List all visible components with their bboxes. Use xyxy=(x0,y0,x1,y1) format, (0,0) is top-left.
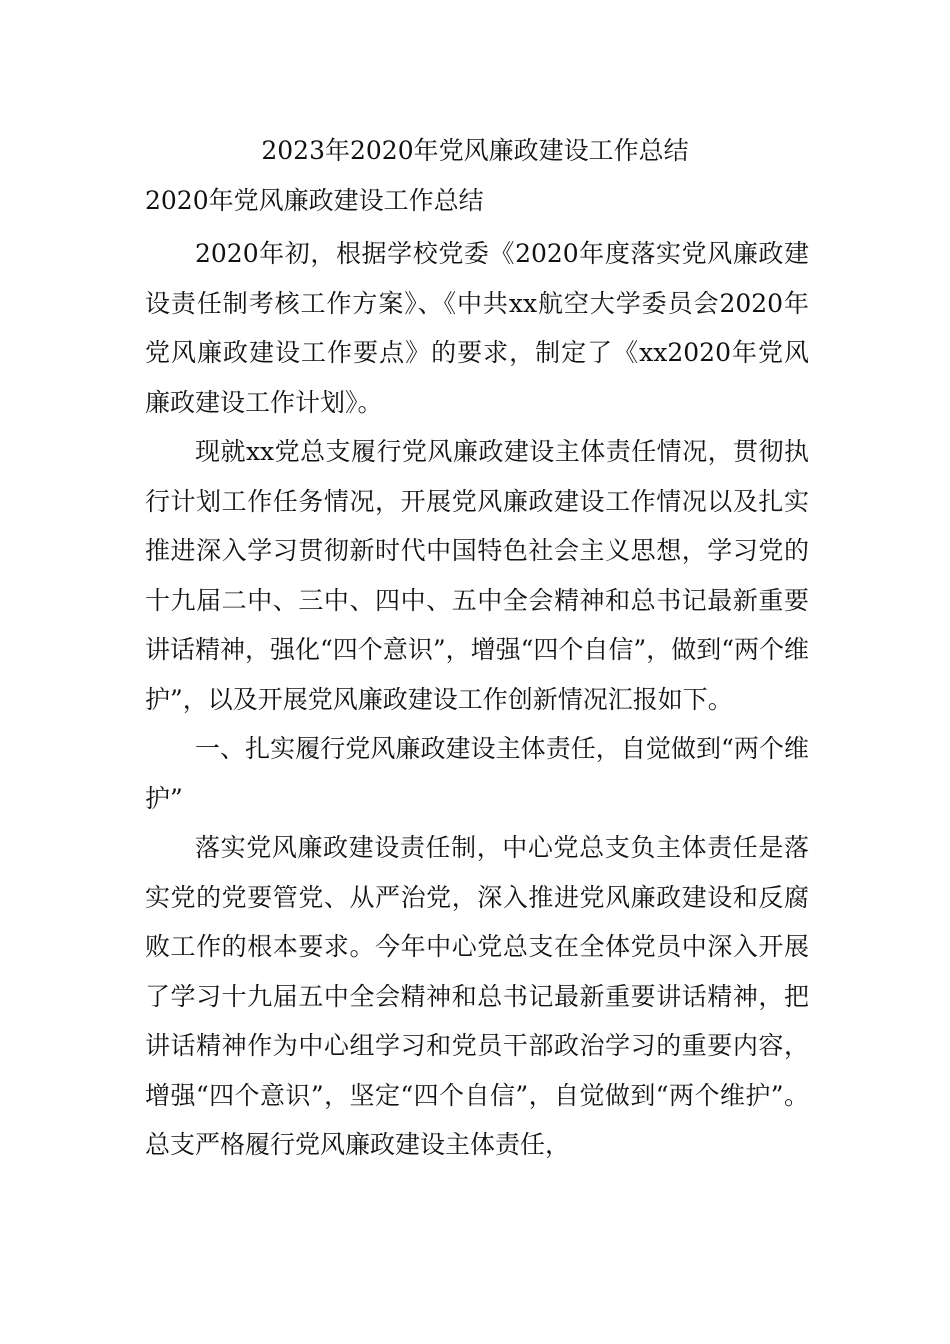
document-body xyxy=(145,229,809,1170)
section-heading-1: 一、扎实履行党风廉政建设主体责任，自觉做到“两个维护” xyxy=(145,734,809,813)
document-subtitle: 2020年党风廉政建设工作总结 xyxy=(145,186,484,215)
document-title: 2023年2020年党风廉政建设工作总结 xyxy=(261,136,689,165)
paragraph-report-scope: 现就xx党总支履行党风廉政建设主体责任情况，贯彻执行计划工作任务情况，开展党风廉政建设工作情况以及扎实推进深入学习贯彻新时代中国特色社会主义思想，学习党的十九届二中、三中、四中、五中全会精神和总书记最新重要讲话精神，强化“四个意识”，增强“四个自信”，做到“两个维护”，以及开展党风廉政建设工作创新情况汇报如下。 xyxy=(145,437,809,714)
paragraph-section-1: 落实党风廉政建设责任制，中心党总支负主体责任是落实党的党要管党、从严治党，深入推进党风廉政建设和反腐败工作的根本要求。今年中心党总支在全体党员中深入开展了学习十九届五中全会精神和总书记最新重要讲话精神，把讲话精神作为中心组学习和党员干部政治学习的重要内容，增强“四个意识”，坚定“四个自信”，自觉做到“两个维护”。总支严格履行党风廉政建设主体责任， xyxy=(145,833,809,1159)
paragraph-intro: 2020年初，根据学校党委《2020年度落实党风廉政建设责任制考核工作方案》、《中共xx航空大学委员会2020年党风廉政建设工作要点》的要求，制定了《xx2020年党风廉政建设工作计划》。 xyxy=(145,239,809,417)
